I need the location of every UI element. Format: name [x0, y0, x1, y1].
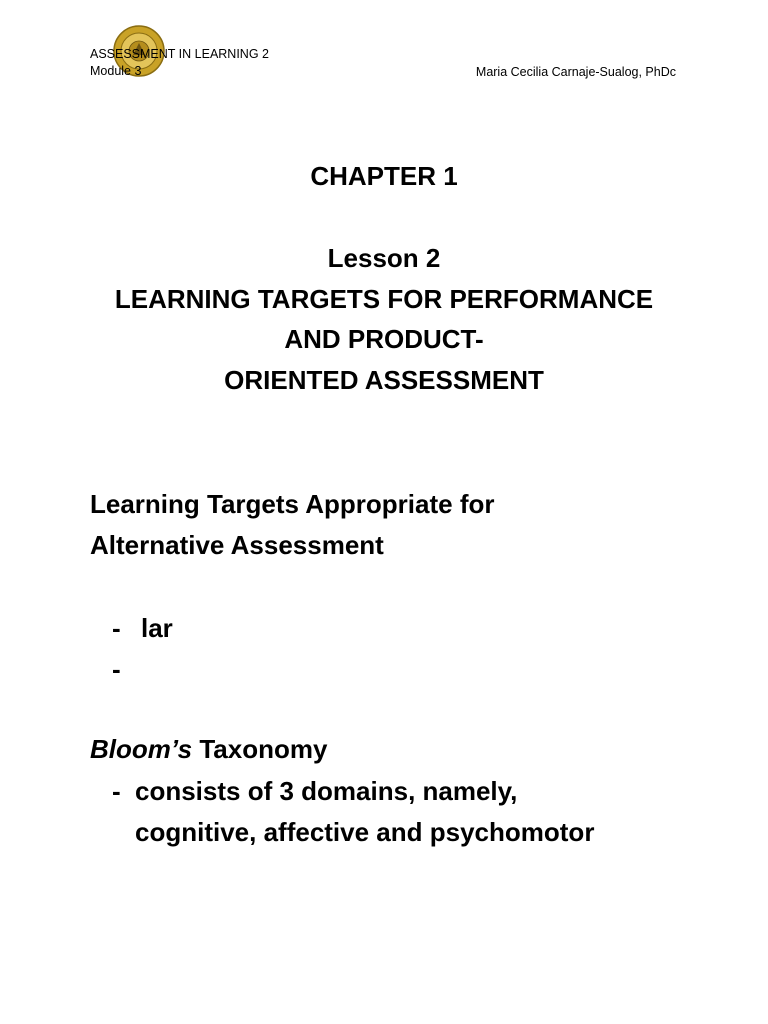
list-item	[112, 608, 173, 649]
header-course: ASSESSMENT IN LEARNING 2	[90, 47, 269, 61]
blooms-desc-line-1: consists of 3 domains, namely,	[135, 776, 518, 806]
lesson-title-line-3: ORIENTED ASSESSMENT	[224, 364, 544, 395]
lesson-title-line-1: LEARNING TARGETS FOR PERFORMANCE	[114, 283, 654, 314]
bullet-dash: -	[112, 654, 121, 684]
blooms-heading	[90, 729, 327, 770]
lesson-title-line-2: AND PRODUCT-	[284, 324, 484, 354]
header-author: Maria Cecilia Carnaje-Sualog, PhDc	[475, 65, 676, 79]
header-course-info	[90, 46, 269, 80]
blooms-italic-word: Bloom’s	[90, 734, 193, 764]
bullet-text: lar	[141, 613, 173, 643]
section-title-line-1: Learning Targets Appropriate for	[90, 489, 495, 519]
chapter-heading: CHAPTER 1	[310, 161, 458, 191]
bullet-dash: -	[112, 776, 121, 806]
header-module: Module 3	[90, 64, 142, 78]
blooms-desc-line-2: cognitive, affective and psychomotor	[135, 817, 595, 847]
section-title-line-2: Alternative Assessment	[90, 530, 384, 560]
lesson-number: Lesson 2	[327, 243, 441, 273]
bullet-list	[112, 608, 173, 690]
blooms-description	[112, 771, 594, 853]
bullet-dash: -	[112, 613, 121, 643]
blooms-heading-rest: Taxonomy	[192, 734, 328, 764]
list-item	[112, 649, 173, 690]
list-item	[112, 771, 594, 812]
lesson-heading	[0, 238, 768, 400]
section-heading	[90, 484, 495, 566]
